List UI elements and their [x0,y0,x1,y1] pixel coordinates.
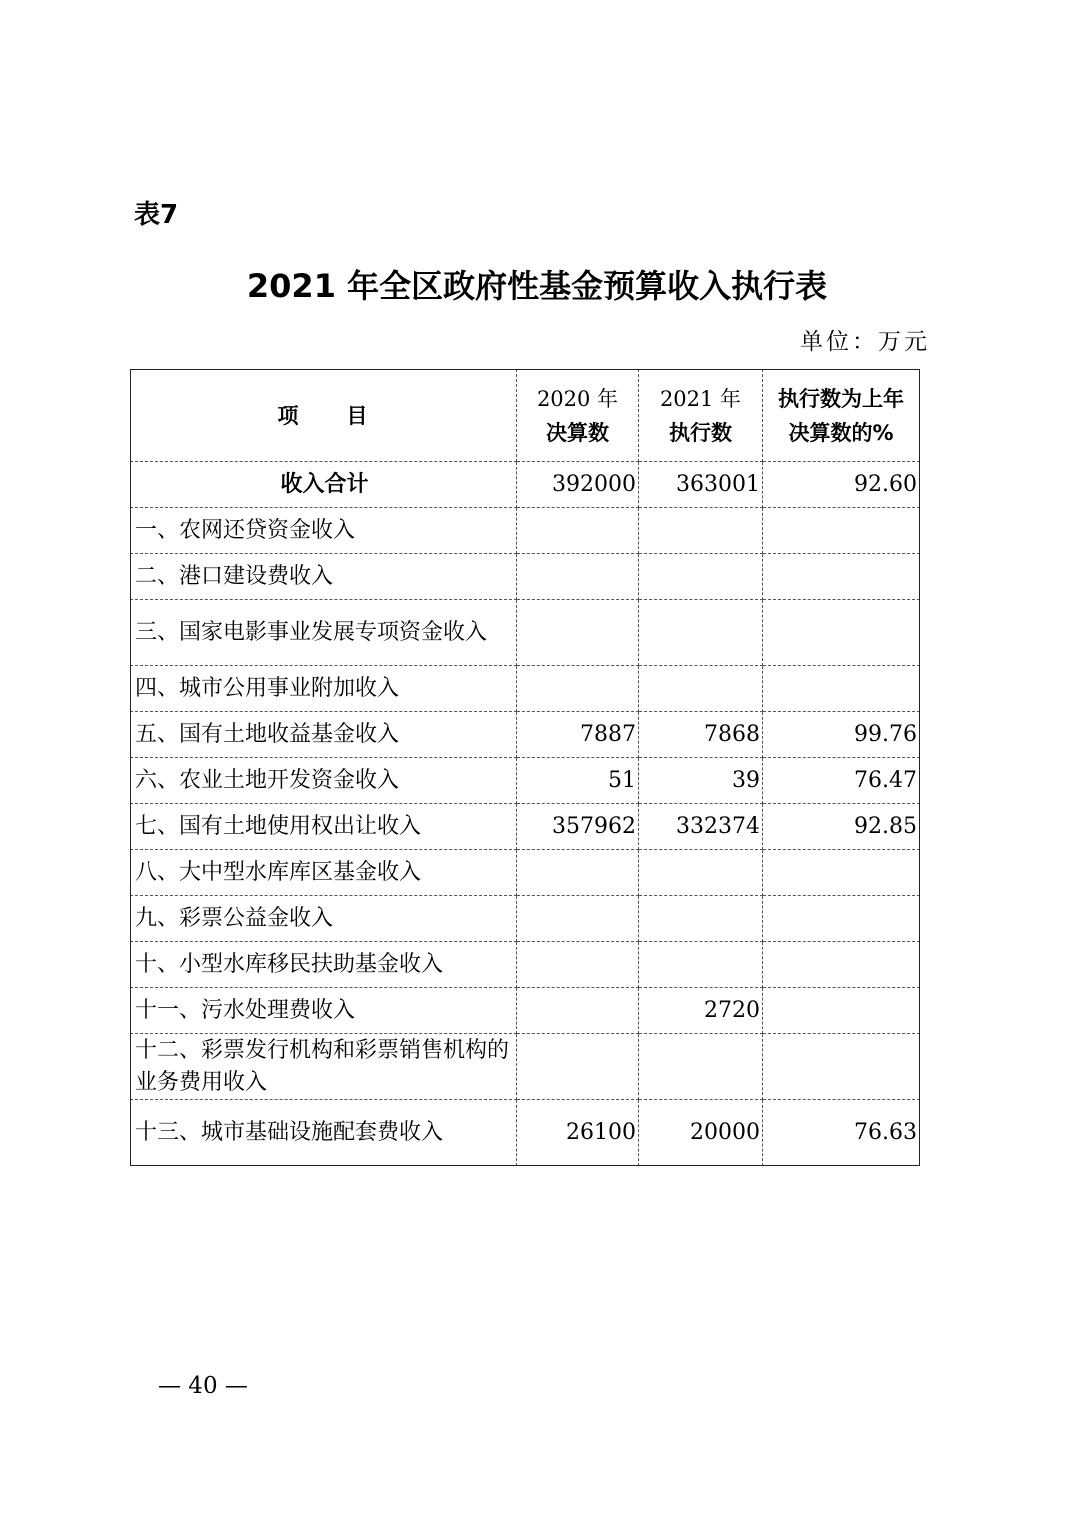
header-2020-label: 决算数 [546,420,609,445]
row-2020-value [517,850,639,896]
row-name: 九、彩票公益金收入 [131,896,517,942]
row-2020-value [517,896,639,942]
row-2021-value: 20000 [639,1100,763,1166]
table-row [131,758,920,804]
page-title: 2021 年全区政府性基金预算收入执行表 [246,267,828,305]
row-name: 二、港口建设费收入 [131,554,517,600]
header-2021-label: 执行数 [669,420,732,445]
row-name: 六、农业土地开发资金收入 [131,758,517,804]
row-2021-value: 39 [639,758,763,804]
row-percent-value [763,896,920,942]
row-name: 十一、污水处理费收入 [131,988,517,1034]
table-header-row [131,370,920,462]
row-name: 收入合计 [131,462,517,508]
unit-label: 单位：万元 [800,329,930,355]
row-2021-value: 332374 [639,804,763,850]
table-row [131,804,920,850]
row-name: 三、国家电影事业发展专项资金收入 [131,600,517,666]
row-percent-value [763,1034,920,1100]
row-2021-value [639,850,763,896]
row-2021-value [639,1034,763,1100]
row-percent-value [763,666,920,712]
row-2021-value: 2720 [639,988,763,1034]
row-name: 五、国有土地收益基金收入 [131,712,517,758]
row-2020-value: 26100 [517,1100,639,1166]
row-2021-value [639,554,763,600]
header-2020-year: 2020 年 [536,386,619,411]
row-2020-value [517,942,639,988]
table-row-total [131,462,920,508]
row-percent-value: 99.76 [763,712,920,758]
row-2021-value [639,600,763,666]
row-2020-value: 392000 [517,462,639,508]
table-label: 表7 [134,200,179,230]
row-name: 一、农网还贷资金收入 [131,508,517,554]
row-name: 十、小型水库移民扶助基金收入 [131,942,517,988]
row-percent-value: 76.63 [763,1100,920,1166]
header-percent-line2: 决算数的% [788,420,894,445]
row-name: 十三、城市基础设施配套费收入 [131,1100,517,1166]
row-2020-value: 357962 [517,804,639,850]
row-percent-value [763,942,920,988]
row-2020-value: 7887 [517,712,639,758]
row-2021-value [639,508,763,554]
row-percent-value [763,554,920,600]
row-percent-value [763,600,920,666]
row-percent-value: 92.60 [763,462,920,508]
header-percent-line1: 执行数为上年 [778,386,904,411]
row-2021-value: 7868 [639,712,763,758]
table-row [131,1034,920,1100]
header-item: 项 目 [131,370,517,462]
row-2020-value [517,600,639,666]
header-2021-year: 2021 年 [659,386,742,411]
row-2020-value [517,666,639,712]
table-row [131,600,920,666]
table-row [131,896,920,942]
row-name: 八、大中型水库库区基金收入 [131,850,517,896]
table-row [131,942,920,988]
row-2021-value [639,942,763,988]
row-2021-value [639,666,763,712]
table-row [131,1100,920,1166]
page-number: — 40 — [158,1373,248,1399]
row-percent-value [763,988,920,1034]
row-2021-value: 363001 [639,462,763,508]
table-row [131,712,920,758]
table-row [131,666,920,712]
table-row [131,850,920,896]
row-name: 七、国有土地使用权出让收入 [131,804,517,850]
row-percent-value: 76.47 [763,758,920,804]
row-percent-value [763,850,920,896]
row-2020-value [517,988,639,1034]
row-percent-value [763,508,920,554]
row-2020-value [517,1034,639,1100]
row-2020-value [517,508,639,554]
header-percent [763,370,920,462]
row-name: 四、城市公用事业附加收入 [131,666,517,712]
header-2021 [639,370,763,462]
table-row [131,554,920,600]
budget-table [130,369,920,1166]
row-2020-value [517,554,639,600]
table-row [131,508,920,554]
row-name: 十二、彩票发行机构和彩票销售机构的业务费用收入 [131,1034,517,1100]
row-2020-value: 51 [517,758,639,804]
header-2020 [517,370,639,462]
row-2021-value [639,896,763,942]
table-row [131,988,920,1034]
row-percent-value: 92.85 [763,804,920,850]
